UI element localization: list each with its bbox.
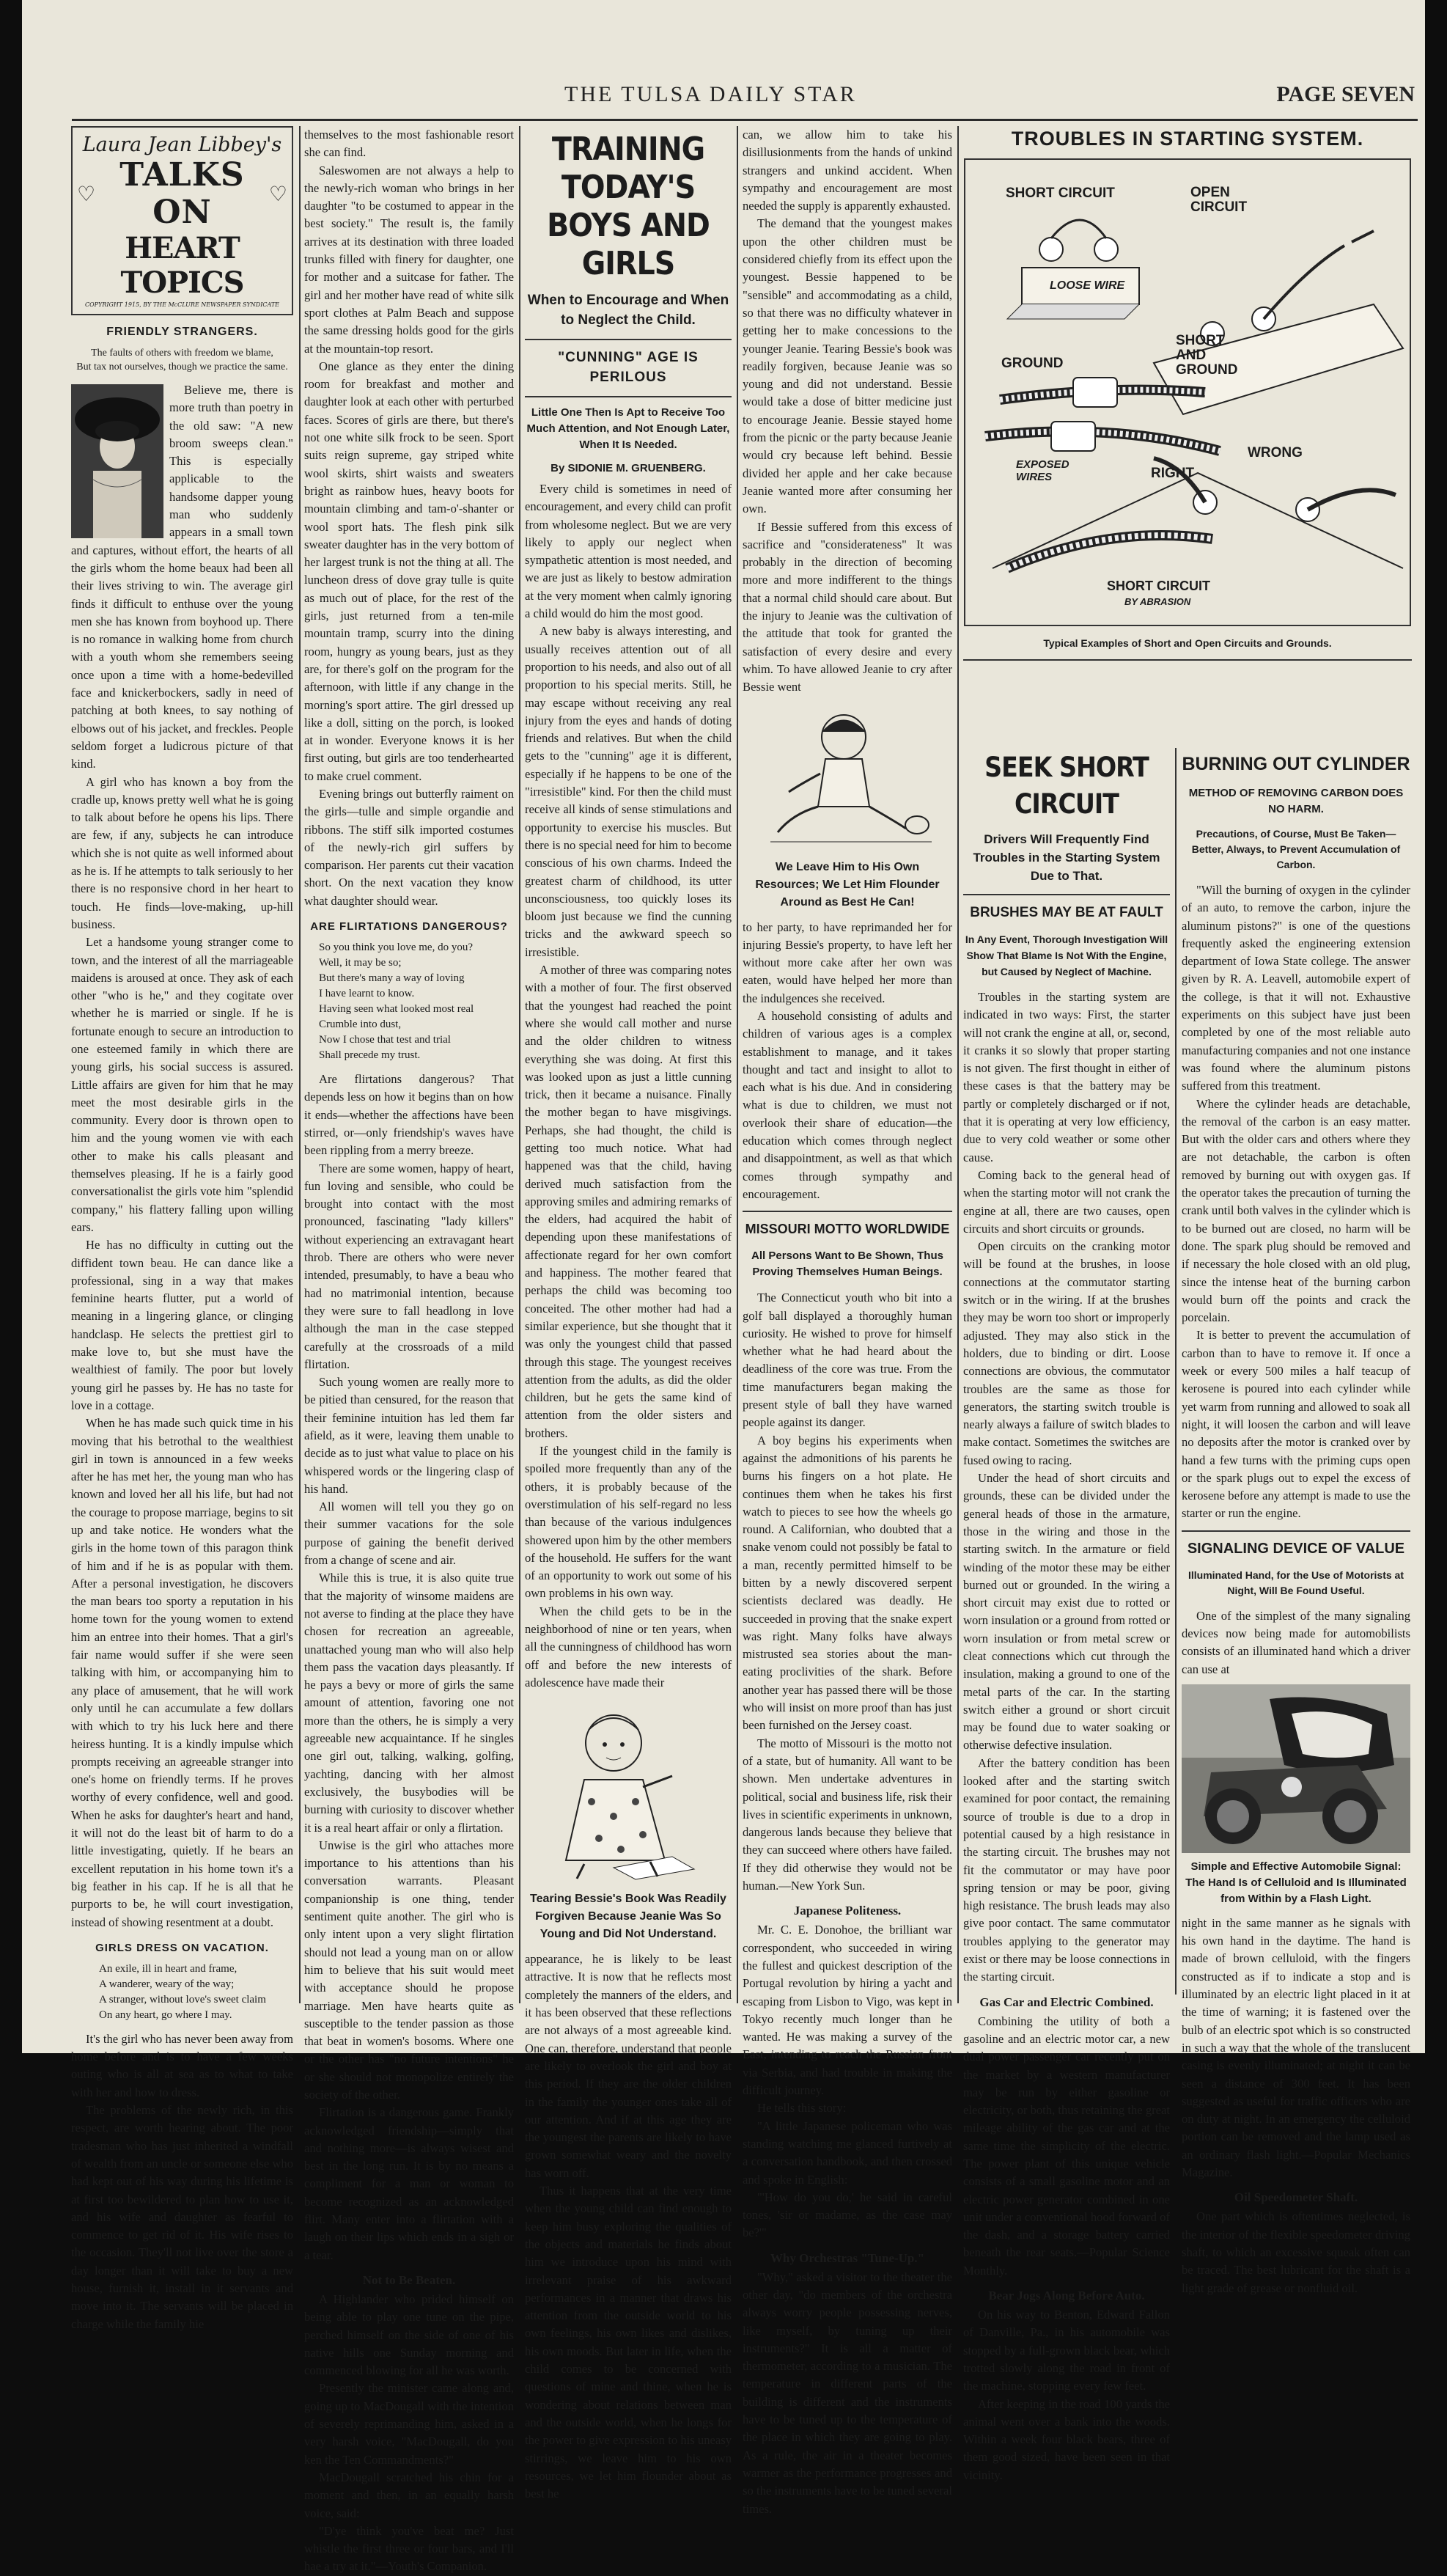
paragraph: can, we allow him to take his disillusionments from the hands of unkind strangers and unkind accident. When sympathy and encouragement are most needed the supply is apparently exhausted. — [743, 128, 952, 213]
paragraph: Saleswomen are not always a help to the newly-rich woman who brings in her daughter "to be costumed to appear in the best society." The result is, the family arrives at its destination with three loaded trunks filled with finery for daughter, one for mother and a suitcase for father. The girl and her mother have read of white silk sport clothes at Palm Beach and suppose the same dressing holds good for the girls at the mountain-top resort. — [304, 163, 514, 356]
verse-line: So you think you love me, do you? — [319, 942, 473, 954]
epigraph — [71, 346, 293, 374]
copyright-line: COPYRIGHT 1915, BY THE McCLURE NEWSPAPER SYNDICATE — [84, 301, 280, 308]
article-body — [963, 2306, 1170, 2484]
paragraph: The Connecticut youth who bit into a golf ball displayed a thoroughly human curiosity. He wished to prove for himself whether what he had heard about the deadliness of the core was true. From the time manufacturers began making the present style of ball they have warned people against its danger. — [743, 1291, 952, 1430]
paragraph: "Will the burning of oxygen in the cylinder of an auto, to remove the carbon, injure the aluminum pistons?" is one of the questions frequently asked the engineering extension department of Iowa State college. The answer given by R. A. Leavell, automobile expert of the college, is that it will not. Exhaustive experiments on this subject have just been completed by one of the most reliable auto manufacturing companies and not one instance was found where the aluminum pistons suffered from this treatment. — [1182, 883, 1410, 1093]
paragraph: A Highlander who prided himself on being able to play one tune on the pipe, perched himself on the side of one of his native hills one Sunday morning and commenced blowing for all he was worth. — [304, 2291, 514, 2378]
illustration-girl-reading — [525, 1699, 732, 1886]
column-rule — [519, 126, 520, 2003]
byline: By SIDONIE M. GRUENBERG. — [551, 462, 706, 474]
article-body — [1182, 881, 1410, 1523]
label-loose-wire: LOOSE WIRE — [1050, 279, 1125, 292]
article-heading: Bear Jogs Along Before Auto. — [988, 2289, 1145, 2303]
paragraph: A boy begins his experiments when against the admonitions of his parents he burns his fingers on a hot plate. He continues them when he takes his first watch to pieces to see how the wheels go round. A Californian, who doubted that a snake venom could not possibly be fatal to a man, recently permitted himself to be bitten by a newly discovered serpent scientists declared was deadly. He succeeded in proving that the snake expert was right. Many folks have always mistrusted sea stories about the man-eating proclivities of the shark. Before another year has passed there will be those who will insist on more proof than has just been furnished on the Jersey coast. — [743, 1433, 952, 1733]
paragraph: After keeping in the road 100 yards the animal went over a bank into the woods. Within a week four black bears, three of them good sized, have been seen in that vicinity. — [963, 2396, 1170, 2482]
divider — [525, 339, 732, 340]
verse-line: A wanderer, weary of the way; — [99, 1978, 235, 1990]
paragraph: He tells this story: — [757, 2101, 847, 2116]
article-deck: Precautions, of Course, Must Be Taken—Better, Always, to Prevent Accumulation of Carbon. — [1191, 828, 1401, 870]
article-body — [1182, 1607, 1410, 1678]
paragraph: There are some women, happy of heart, fun loving and sensible, who could be brought into contact with the most pronounced, fascinating "lady killers" without experiencing an extravagant heart throb. There are others who were never intended, presumably, to have a beau who had no matrimonial intention, because they were sure to fall headlong in love although the man in the case stepped carefully at the crossroads of a mild flirtation. — [304, 1161, 514, 1371]
paragraph: "'How do you do,' he said in careful tones, 'sir or madame, as the case may be?'" — [743, 2190, 952, 2240]
column-laura-jean-libbey — [71, 126, 293, 2331]
paragraph: On his way to Benton, Edward Fallon of Danville, Pa., in his automobile was stopped by a full-grown black bear, which trotted slowly along the road in front of the machine, stopping every few feet. — [963, 2308, 1170, 2393]
paragraph: A girl who has known a boy from the cradle up, knows pretty well what he is going to talk about before he opens his lips. There are few, if any, subjects he can introduce which she is not quite as well informed about as he is. If he attempts to talk seriously to her there is no responsive chord in her heart to touch. He finds—love-making, up-hill business. — [71, 774, 293, 931]
paragraph: The demand that the youngest makes upon the other children must be considered chiefly from its effect upon the youngest. Bessie happened to be "sensible" and accommodating as a child, so that there was no difficulty whatever in getting her to make concessions to the younger Jeanie. Tearing Bessie's book was readily forgiven, because Jeanie was so young and did not understand. Bessie would take a dose of bitter medicine just to encourage Jeanie. Bessie stayed home from the picnic or the party because Jeanie would cry because left behind. Bessie divided her apple and her cake because Jeanie wanted more after consuming her own. — [743, 216, 952, 516]
paragraph: Troubles in the starting system are indicated in two ways: First, the starter will not crank the engine at all, or, second, it cranks it so slowly that proper starting is not given. The first thought in either of these cases is that the battery may be partly or completely discharged or if not, that it is operating at very low efficiency, due to very cold weather or some other cause. — [963, 990, 1170, 1164]
logo-line-text: TALKS ON — [119, 156, 245, 231]
paragraph: to her party, to have reprimanded her for injuring Bessie's property, to have left her without more cake after her own was eaten, would have helped her more than the indulgences she received. — [743, 920, 952, 1005]
label-by-abrasion: BY ABRASION — [1124, 596, 1191, 607]
article-heading: Oil Speedometer Shaft. — [1234, 2190, 1358, 2205]
verse-line: An exile, ill in heart and frame, — [99, 1962, 238, 1975]
article-subtitle: When to Encourage and When to Neglect the Child. — [527, 293, 729, 328]
paragraph: "A little Japanese policeman who was standing watching me glanced furtively at a conversation handbook, and then crossed and spoke in English: — [743, 2118, 952, 2187]
article-body — [743, 126, 952, 697]
label-ground: GROUND — [1001, 356, 1064, 371]
label-short-and-ground: SHORT AND GROUND — [1176, 333, 1238, 378]
article-body — [71, 381, 293, 1931]
logo-line: HEART TOPICS — [120, 231, 244, 300]
article-heading: Why Orchestras "Tune-Up." — [770, 2250, 925, 2265]
newspaper-title: THE TULSA DAILY STAR — [564, 82, 857, 106]
column-training-children — [525, 126, 732, 2501]
article-heading: FRIENDLY STRANGERS. — [106, 326, 258, 338]
paragraph: When he has made such quick time in his moving that his betrothal to the wealthiest girl in town is announced in a few weeks after he has met her, the young man who has known and loved her all his life, but had not the courage to propose marriage, begins to sit up and take notice. He wonders what the girls in the home town of this paragon think of him and if he is as popular with them. After a personal investigation, he discovers the man bears too sporty a reputation in his home town for the young women to extend him an entree into their homes. That a girl's fair name would suffer if she were seen talking with him, or accompanying him to any place of amusement, that he will work only until he can accumulate a few dollars with which to try his luck here and there heiress hunting. It is a kindly impulse which prompts receiving an agreeable stranger into one's home on friendly terms. If he proves worthy of every confidence, well and good. When he asks for daughter's heart and hand, it will not do the least bit of harm to do a little investigating, quietly. If he bears an excellent reputation in his home town it's a big feather in his cap. If he is all that he purports to be, he will court investigation, instead of showing resentment at a doubt. — [71, 1416, 293, 1929]
article-deck: Little One Then Is Apt to Receive Too Much Attention, and Not Enough Later, When It Is Needed. — [526, 406, 730, 451]
article-heading: SIGNALING DEVICE OF VALUE — [1187, 1540, 1405, 1557]
paragraph: Flirtation is a dangerous game. Frankly acknowledged friendship—simply that and nothing more—is always wisest and best in the long run. It is by no means a compliment for a man or woman to become recognized as an acknowledged flirt. Many enter into a flirtation with a laugh on their lips which ends in a sigh or a tear. — [304, 2105, 514, 2262]
paragraph: Coming back to the general head of when the starting motor will not crank the engine at all, there are two causes, open circuits and short circuits or grounds. — [963, 1167, 1170, 1236]
divider — [963, 659, 1412, 661]
heart-icon: ♡ — [268, 181, 287, 206]
verse-line: I have learnt to know. — [319, 988, 415, 1000]
paragraph: night in the same manner as he signals with his own hand in the daytime. The hand is made of brown celluloid, with the fingers constructed as if to indicate a stop and is illuminated by an electric light placed in it at the time of warning; it is fastened over the bulb of an electric spot which is so constructed in such a way that the whole of the translucent casing is evenly illuminated; at night it can be seen a distance of 300 feet. It has been suggested as useful for traffic officers who are on duty at night. In an emergency the celluloid portion can be removed and the lamp used as an ordinary flash light.—Popular Mechanics Magazine. — [1182, 1915, 1410, 2180]
column-rule — [957, 126, 959, 2003]
article-heading: GIRLS DRESS ON VACATION. — [95, 1941, 269, 1954]
paragraph: "D'ye think you've beat me? Just whistle the first three or four bars, and I'll hae a try at it."—Youth's Companion. — [304, 2523, 514, 2574]
article-body — [304, 2291, 514, 2576]
verse-line: Well, it may be so; — [319, 957, 402, 969]
label-right: RIGHT — [1151, 466, 1195, 481]
article-body — [304, 126, 514, 910]
newspaper-page — [22, 0, 1425, 2574]
paragraph: Let a handsome young stranger come to town, and the interest of all the marriageable maidens is aroused at once. They ask of each other "who is he," and they cogitate over whether he is married or single. If he is fortunate enough to secure an introduction to one esteemed family in which there are young girls, his social success is assured. Little affairs are given for him that he may meet the most desirable girls in the community. Every door is thrown open to him and the young women vie with each other to make his calls pleasant and themselves pleasing. If he is a fairly good conversationalist the girls vote him "splendid company," his flattery falling upon willing ears. — [71, 935, 293, 1234]
paragraph: Mr. C. E. Donohoe, the brilliant war correspondent, who succeeded in wiring the fullest and quickest description of the Portugal revolution by hiring a yacht and escaping from Lisbon to Vigo, was kept in Tokyo recently much longer than he wanted. He was making a survey of the East, intending to reach the Russian front via Serbia, and had trouble in making the difficult journey. — [743, 1923, 952, 2098]
signal-hand-photo — [1182, 1684, 1410, 1853]
photo-caption: Simple and Effective Automobile Signal: The Hand Is of Celluloid and Is Illuminated from Within by a Flash Light. — [1185, 1860, 1407, 1905]
masthead-rule — [72, 119, 1418, 121]
paragraph: He has no difficulty in cutting out the diffident town beau. He can dance like a professional, sing in a way that makes feminine hearts flutter, put a world of meaning in a lingering glance, or clinging handclasp. He selects the prettiest girl to make love to, but she must have the wealthiest of family. The poor but lovely young girl he passes by. He has no taste for love in a cottage. — [71, 1238, 293, 1412]
article-deck: All Persons Want to Be Shown, Thus Proving Themselves Human Beings. — [751, 1250, 943, 1279]
child-drawing-icon — [526, 1699, 731, 1882]
starting-system-diagram-panel — [963, 126, 1412, 735]
paragraph: It's the girl who has never been away from home before and is to have a few weeks outing who is all at sea as to what to take with her and how to dress. — [71, 2031, 293, 2099]
circuit-diagram-icon — [963, 158, 1412, 627]
verse-line: A stranger, without love's sweet claim — [99, 1993, 266, 2006]
article-body — [963, 988, 1170, 1986]
divider — [743, 1211, 952, 1212]
article-deck: METHOD OF REMOVING CARBON DOES NO HARM. — [1188, 787, 1404, 815]
article-title: TRAINING TODAY'S BOYS AND GIRLS — [547, 131, 710, 282]
paragraph: It is better to prevent the accumulation of carbon than to have to remove it. If once a week or every 500 miles a half teacup of kerosene is poured into each cylinder while yet warm from running and allowed to soak all night, it will loosen the carbon and will leave no deposits after the motor is cranked over by hand a few turns with the priming cups open or the spark plugs out to expel the excess of kerosene before any attempt is made to use the starter or run the engine. — [1182, 1328, 1410, 1521]
label-short-circuit-abrasion: SHORT CIRCUIT — [1107, 579, 1210, 593]
paragraph: Unwise is the girl who attaches more importance to his attentions than his conversation warrants. Pleasant companionship is one thing, tender sentiment quite another. The girl who is only intent upon a very slight flirtation should not lead a young man on or allow him to believe that his suit would meet with acceptance should he propose marriage. Men have hearts quite as susceptible to the tender passion as those that beat in women's bosoms. Where one or the other has "no future intentions" he or she should not monopolize entirely the society of the other. — [304, 1838, 514, 2102]
article-body — [71, 2030, 293, 2333]
logo-line: Laura Jean Libbey's — [82, 133, 282, 156]
article-body — [1182, 2208, 1410, 2297]
paragraph: Open circuits on the cranking motor will be found at the brushes, in loose connections at the commutator starting switch or in the wiring. If at the brushes they may be worn too short or improperly adjusted. They may also stick in the holders, due to binding or dirt. Loose connections are obvious, the commutator troubles are the same as those for generators, the starting switch trouble is nearly always a failure of switch blades to make contact. Sometimes the switches are fused owing to racing. — [963, 1239, 1170, 1467]
divider — [1182, 1530, 1410, 1532]
column-rule — [299, 126, 301, 2003]
verse — [99, 1962, 293, 2023]
verse-line: Crumble into dust, — [319, 1019, 402, 1031]
paragraph: The problems of the newly rich, in this respect, are worth hearing about. The poor tradesman who has just inherited a windfall of wealth from an uncle or someone else who had kept out of his way during his lifetime is at first too bewildered to plan how to use it, and his wife and daughter as fearful to commence to get rid of it. His wife rises to the occasion. They'll not live over the store a day longer than it will take to buy a new house, furnish it, install in it servants and move into it. The servants will be placed in charge while the family hie — [71, 2103, 293, 2331]
column-continued-articles — [304, 126, 514, 2574]
epigraph-line: The faults of others with freedom we blame, — [91, 348, 273, 359]
label-short-circuit: SHORT CIRCUIT — [1006, 186, 1115, 201]
paragraph: One of the simplest of the many signaling devices now being made for automobilists consists of an illuminated hand which a driver can use at — [1182, 1608, 1410, 1676]
verse-line: Having seen what looked most real — [319, 1003, 474, 1016]
paragraph: The motto of Missouri is the motto not of a state, but of humanity. All want to be shown. Men undertake adventures in political, social and business life, risk their lives in scientific experiments in unknown, dangerous lands because they believe that they can succeed where others have failed. If they did otherwise they would not be human.—New York Sun. — [743, 1736, 952, 1893]
paragraph: Are flirtations dangerous? That depends less on how it begins than on how it ends—whether the affections have been stirred, or—only friendship's waves have been rippling from a merry breeze. — [304, 1072, 514, 1158]
paragraph: When the child gets to be in the neighborhood of nine or ten years, when all the cunningness of childhood has worn off and before the new interests of adolescence have made their — [525, 1604, 732, 1689]
column-training-continued — [743, 126, 952, 2516]
article-heading: ARE FLIRTATIONS DANGEROUS? — [310, 920, 508, 933]
paragraph: MacDougall scratched his chin for a moment and then, in an equally harsh voice, said: — [304, 2470, 514, 2520]
article-deck: Drivers Will Frequently Find Troubles in the Starting System Due to That. — [973, 832, 1160, 883]
paragraph: All women will tell you they go on their summer vacations for the sole purpose of gaining the benefit derived from a change of scene and air. — [304, 1500, 514, 1568]
verse-line: Shall precede my trust. — [319, 1049, 421, 1062]
paragraph: themselves to the most fashionable resort she can find. — [304, 128, 514, 160]
verse-line: But there's many a way of loving — [319, 972, 465, 985]
article-deck: "CUNNING" AGE IS PERILOUS — [558, 350, 699, 385]
page-number: PAGE SEVEN — [1276, 82, 1415, 106]
article-body — [304, 1071, 514, 2264]
label-open-circuit: OPEN CIRCUIT — [1190, 185, 1248, 215]
illustration-child-sitting — [743, 704, 952, 854]
paragraph: Thus it happens that at the very time when the young child can find enough to keep him busy exploring the qualities of the objects and materials he finds about him we introduce upon his mind with irrelevant praise of his awkward performances in a manner that draws his attention from the outside world to his own feelings, his own likes and dislikes, his own moods. But later in life, when the child comes to be concerned with questions of mine and thine, when he is wondering about relations between man and the outside world, when he longs for the power to give expression to his uneasy stirrings, we leave him to his own resources, we let him flounder about as best he — [525, 2184, 732, 2501]
diagram-title: TROUBLES IN STARTING SYSTEM. — [1011, 128, 1364, 150]
column-rule — [737, 126, 738, 2003]
column-seek-short-circuit — [963, 748, 1170, 2482]
portrait-photo — [71, 384, 163, 538]
verse-line: On any heart, go where I may. — [99, 2008, 232, 2021]
circuit-diagram — [963, 158, 1412, 627]
article-body — [743, 1289, 952, 1895]
epigraph-line: But tax not ourselves, though we practice the same. — [76, 362, 288, 373]
article-heading: MISSOURI MOTTO WORLDWIDE — [745, 1222, 950, 1237]
paragraph: While this is true, it is also quite true that the majority of winsome maidens are not averse to finding at the place they have chosen for recreation an agreeable, unattached young man who will also help them pass the vacation days pleasantly. If he pays a bevy or more of girls the same amount of attention, favoring one not more than the others, he is simply a very agreeable new acquaintance. If he singles one girl out, talking, walking, golfing, yachting, dancing with her almost exclusively, the busybodies will be burning with curiosity to discover whether it is a real heart affair or only a flirtation. — [304, 1571, 514, 1835]
column-rule — [1175, 748, 1177, 1995]
article-heading: Japanese Politeness. — [793, 1904, 902, 1918]
child-sitting-icon — [748, 704, 946, 851]
article-body — [743, 1921, 952, 2242]
paragraph: Every child is sometimes in need of encouragement, and every child can profit from wholesome neglect. But we are very likely to apply our neglect when sympathetic attention is most needed, and we are just as likely to bestow admiration at the very moment when calmly ignoring a child would do him the most good. — [525, 482, 732, 621]
article-body — [743, 919, 952, 1204]
paragraph: Where the cylinder heads are detachable, the removal of the carbon is an easy matter. But with the older cars and others where they are not detachable, the carbon is often removed by burning out with oxygen gas. If the operator takes the precaution of turning the crank until both valves in the cylinder which is to be burned out are closed, no harm will be done. The spark plug should be removed and if necessary the hole closed with an old plug, since the intense heat of the burning carbon would burn off the points and crack the porcelain. — [1182, 1096, 1410, 1325]
article-heading: Not to Be Beaten. — [362, 2272, 456, 2287]
heart-topics-logo — [71, 126, 293, 315]
illustration-caption: We Leave Him to His Own Resources; We Let Him Flounder Around as Best He Can! — [755, 860, 940, 909]
paragraph: A household consisting of adults and children of various ages is a complex establishment to manage, and it takes thought and tact and insight to allot to each what is his due. And in considering what is due to children, we must not overlook their share of education—the education which comes through neglect and disappointment, as well as that which comes through sympathy and encouragement. — [743, 1008, 952, 1201]
heart-icon: ♡ — [77, 181, 96, 206]
verse — [319, 940, 514, 1063]
article-heading: BRUSHES MAY BE AT FAULT — [970, 905, 1163, 920]
paragraph: If the youngest child in the family is spoiled more frequently than any of the others, it is probably because of the overstimulation of his self-regard no less than because of the various indulgences showered upon him by the other members of the household. He suffers for the want of an opportunity to work out some of his own problems in his own way. — [525, 1444, 732, 1601]
paragraph: Under the head of short circuits and grounds, these can be divided under the general heads of those in the armature, those in the wiring and those in the starting switch. In the armature or field winding of the motor these may be either burned out or grounded. In the wiring a short circuit may exist due to rotted or worn insulation or a ground from rotted or worn insulation or from metal screw or cleat connections which cut through the insulation, making a ground to one of the metal parts of the car. In the starting switch either a ground or short circuit may be found due to water soaking or otherwise defective insulation. — [963, 1471, 1170, 1753]
verse-line: Now I chose that test and trial — [319, 1034, 451, 1046]
article-body — [525, 1951, 732, 2503]
article-title: SEEK SHORT CIRCUIT — [984, 752, 1149, 820]
article-heading: Gas Car and Electric Combined. — [979, 1995, 1154, 2009]
paragraph: Such young women are really more to be pitied than censured, for the reason that their feminine intuition has led them far afield, as it were, leaving them unable to decide as to just what value to place on his whispered words or the lingering clasp of his hand. — [304, 1375, 514, 1496]
paragraph: After the battery condition has been looked after and the starting switch examined for poor contact, the remaining source of trouble is due to a drop in potential caused by a high resistance in the starting circuit. The brushes may not fit the commutator or may have poor spring tension or may be poor, giving high resistance. The brush leads may also give poor contact. The same commutator troubles applying to the generator may exist or there may be loose connections in the starting circuit. — [963, 1755, 1170, 1984]
diagram-caption: Typical Examples of Short and Open Circuits and Grounds. — [1043, 637, 1332, 649]
divider — [525, 396, 732, 397]
paragraph: A mother of three was comparing notes with a mother of four. The first observed that the youngest had reached the point where she would call mother and nurse and the older children to witness everything she was doing. At first this was looked upon as just a little cunning trick, then it became a nuisance. Finally the mother began to have misgivings. Perhaps, she had thought, the child is getting too much notice. What had happened was that the child, having derived much satisfaction from the approving smiles and admiring remarks of the elders, had acquired the habit of depending upon these manifestations of affectionate regard for her own comfort and happiness. The mother feared that perhaps the child was becoming too conceited. The other mother had had a similar experience, but she thought that it was only the youngest child that passed through this stage. The youngest receives attention from the adults, as did the older children, but he gets the same kind of attention from the older sisters and brothers. — [525, 963, 732, 1440]
column-burning-out-cylinder — [1182, 748, 1410, 2295]
article-body — [1182, 1915, 1410, 2181]
article-deck: In Any Event, Thorough Investigation Will Show That Blame Is Not With the Engine, but Caused by Neglect of Machine. — [965, 933, 1168, 977]
masthead — [22, 0, 1425, 125]
paragraph: Believe me, there is more truth than poetry in the old saw: "A new broom sweeps clean." This is especially applicable to the handsome dapper young man who suddenly appears in a small town and captures, without effort, the hearts of all the girls whom the home beaux had been all their lives striving to win. The average girl finds it difficult to enthuse over the young men she has known from boyhood up. There is no romance in walking home from church with a youth whom she remembers seeing once upon a time with a home-bedevilled face and knickerbockers, sadly in need of patching at both knees, to say nothing of elbows out of his jacket, and freckles. People seldom forget a ludicrous picture of that kind. — [71, 383, 293, 771]
article-body — [743, 2269, 952, 2518]
paragraph: "Why," asked a visitor to the theater the other day, "do members of the orchestra always worry people possessing nerves, like myself, by tuning up their instruments?" It is all a matter of thermometer, according to a musician. The temperature in different parts of the building is different and the instruments have to be tuned up to the temperature of the place in which they are going to play. As a rule, the air in a theater becomes warmer as the performance progresses and so the instruments have to be tuned several times. — [743, 2269, 952, 2516]
divider — [963, 894, 1170, 895]
paragraph: Presently the minister came along and, going up to MacDougall with the intention of severely reprimanding him, asked in a very harsh voice, "MacDougall, do you ken the Ten Commandments?" — [304, 2381, 514, 2467]
illustration-caption: Tearing Bessie's Book Was Readily Forgiven Because Jeanie Was So Young and Did Not Understand. — [530, 1893, 726, 1941]
paragraph: A new baby is always interesting, and usually receives attention out of all proportion to his needs, and also out of all proportion to his special merits. Still, he may escape without receiving any real injury from the eyes and hands of doting friends and relatives. But when the child gets to the "cunning" age it is different, especially if he happens to be one of the "irresistible" kind. For then the child must receive all kinds of sense stimulations and opportunity to exercise his muscles. But there is no special need for him to become conscious of his own charms. Indeed the greatest charm of childhood, its utter unconsciousness, too quickly loses its bloom just because we find the cunning tricks and the awkward speech so irresistible. — [525, 624, 732, 959]
label-exposed-wires: EXPOSED WIRES — [1016, 458, 1069, 483]
logo-line — [77, 156, 287, 231]
paragraph: One glance as they enter the dining room for breakfast and mother and daughter look at each other with perturbed faces. Scores of girls are there, but there's not one white silk frock to be seen. Sport suits reign supreme, gay striped white wool skirts, shirt waists and sweaters bright as rainbow hues, heavy boots for mountain climbing and tam-o'-shanter or wool sport hats. The flesh pink silk sweater daughter has in the very bottom of her largest trunk is not the thing at all. The luncheon dress of dove gray tulle is quite as much out of place, for the rest of the girls, just returned from a ten-mile mountain tramp, scurry into the dining room, hungry as young bears, just as they are, for there's golf on the program for the afternoon, with little if any change in the morning's sport attire. The girl dressed up like a doll, sitting on the porch, is looked at in wonder. Everyone knows it is her first outing, but girls are too tenderhearted to make cruel comment. — [304, 359, 514, 783]
woman-portrait-icon — [71, 384, 163, 538]
label-wrong: WRONG — [1248, 445, 1303, 460]
paragraph: appearance, he is likely to be least attractive. It is now that he reflects most completely the manners of the elders, and it has been observed that these reflections are not always of a most agreeable kind. One can, therefore, understand that people are likely to overlook the girl and boy at this period. If they are the older children in the family the younger ones take all of our attention. And if at this age they are the youngest the parents are likely to have grown somewhat weary and the novelty has worn off. — [525, 1952, 732, 2180]
article-body — [525, 480, 732, 1692]
paragraph: Evening brings out butterfly raiment on the girls—tulle and simple organdie and ribbons. The stiff silk imported costumes of the newly-rich girl suffers by comparison. Her parents cut their vacation short. On the next vacation they know what daughter should wear. — [304, 786, 514, 908]
article-deck: Illuminated Hand, for the Use of Motorists at Night, Will Be Found Useful. — [1188, 1568, 1404, 1596]
paragraph: Combining the utility of both a gasoline and an electric motor car, a new dual power passenger car recently put on the market by a western manufacturer may be run by either gasoline or electricity, or both, thus retaining the great mileage ability of the gas car and at the same time the simplicity of the electric. The power plant of this unique vehicle consists of a small gasoline motor and an electric power generator combined in one unit under a conventional hood forward of the dash, and a storage battery carried beneath the rear seats.—Popular Science Monthly. — [963, 2014, 1170, 2278]
article-body — [963, 2013, 1170, 2280]
automobile-signal-icon — [1182, 1684, 1410, 1853]
paragraph: One part which is oftentimes neglected, is the interior of the flexible speedometer driving shaft, to which an excessive squeak often can be traced. The best lubricant for the shaft is a light grade of grease or nonfluid oil. — [1182, 2209, 1410, 2295]
paragraph: If Bessie suffered from this excess of sacrifice and "considerateness" It was probably in the direction of becoming more and more indifferent to the things that a normal child should care about. But the injury to Jeanie was the cultivation of the attitude that took for granted the satisfaction of every desire and every whim. To have allowed Jeanie to cry after Bessie went — [743, 519, 952, 694]
article-title: BURNING OUT CYLINDER — [1182, 754, 1410, 774]
